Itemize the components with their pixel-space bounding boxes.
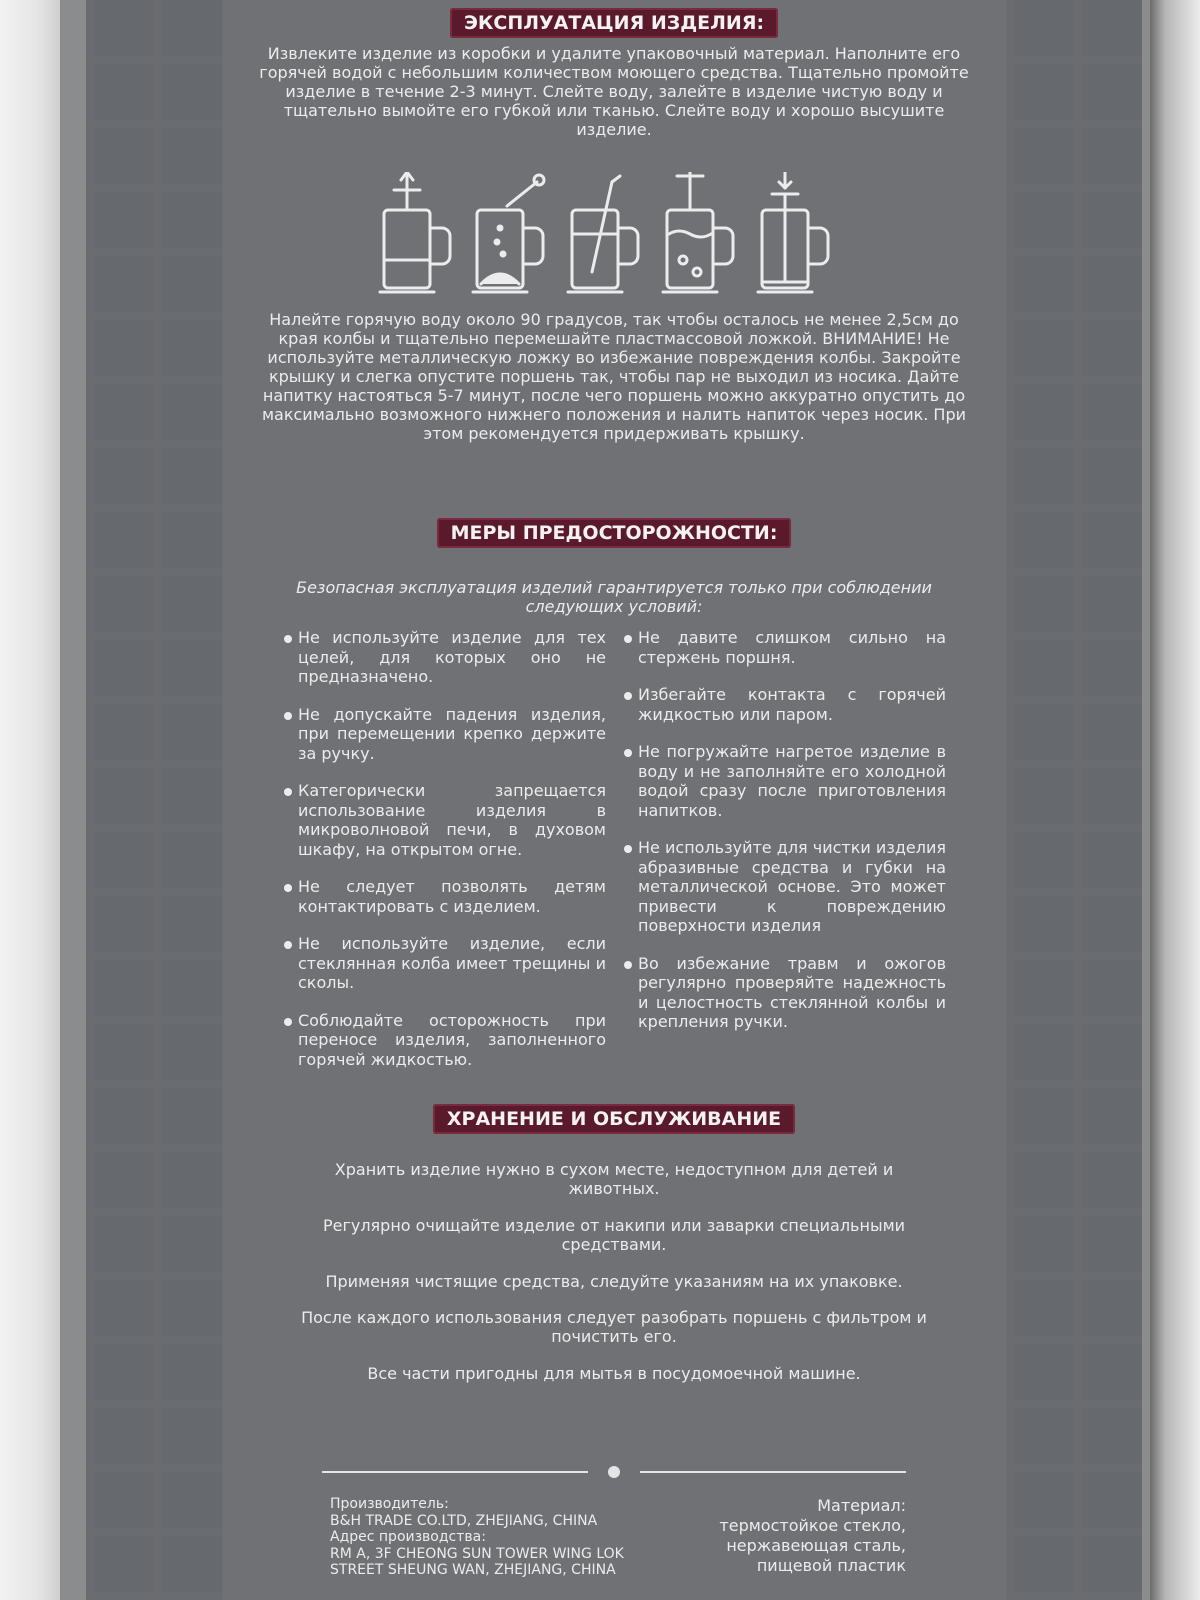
grid-cell bbox=[1014, 128, 1074, 184]
grid-cell bbox=[94, 192, 154, 248]
add-coffee-icon bbox=[473, 175, 544, 292]
grid-cell bbox=[1014, 768, 1074, 824]
grid-cell bbox=[1082, 1472, 1142, 1528]
grid-cell bbox=[1082, 832, 1142, 888]
grid-cell bbox=[162, 640, 222, 696]
grid-cell bbox=[1082, 1152, 1142, 1208]
grid-cell bbox=[1014, 960, 1074, 1016]
left-background bbox=[0, 0, 60, 1600]
grid-cell bbox=[1014, 192, 1074, 248]
grid-cell bbox=[162, 704, 222, 760]
grid-cell bbox=[1082, 1536, 1142, 1592]
grid-cell bbox=[1082, 768, 1142, 824]
precautions-right-column bbox=[626, 628, 946, 1050]
divider-line-left bbox=[322, 1471, 588, 1473]
list-item: Категорически запрещается использование изделия в микроволновой печи, в духовом шкафу, на открытом огне. bbox=[286, 781, 606, 859]
manufacturer-name: B&H TRADE CO.LTD, ZHEJIANG, CHINA bbox=[330, 1512, 598, 1529]
grid-cell bbox=[94, 1088, 154, 1144]
divider-dot bbox=[608, 1466, 620, 1478]
grid-cell bbox=[1082, 1024, 1142, 1080]
grid-cell bbox=[1014, 448, 1074, 504]
grid-cell bbox=[1014, 320, 1074, 376]
grid-cell bbox=[162, 1536, 222, 1592]
grid-cell bbox=[162, 768, 222, 824]
material-item: нержавеющая сталь, bbox=[726, 1536, 906, 1555]
grid-cell bbox=[1082, 320, 1142, 376]
grid-cell bbox=[162, 512, 222, 568]
grid-cell bbox=[1082, 960, 1142, 1016]
grid-cell bbox=[1014, 64, 1074, 120]
storage-paragraph: Хранить изделие нужно в сухом месте, недоступном для детей и животных. bbox=[334, 1160, 894, 1198]
grid-cell bbox=[94, 512, 154, 568]
grid-cell bbox=[1082, 640, 1142, 696]
brewing-steps-illustration bbox=[372, 172, 852, 302]
grid-cell bbox=[94, 1472, 154, 1528]
grid-cell bbox=[1014, 640, 1074, 696]
grid-cell bbox=[1014, 1344, 1074, 1400]
grid-cell bbox=[1082, 1408, 1142, 1464]
grid-cell bbox=[1082, 64, 1142, 120]
list-item: Не допускайте падения изделия, при перемещении крепко держите за ручку. bbox=[286, 705, 606, 764]
grid-cell bbox=[162, 256, 222, 312]
grid-cell bbox=[1082, 704, 1142, 760]
grid-cell bbox=[94, 64, 154, 120]
grid-cell bbox=[162, 832, 222, 888]
grid-cell bbox=[162, 1280, 222, 1336]
grid-cell bbox=[1082, 1280, 1142, 1336]
grid-cell bbox=[94, 1280, 154, 1336]
french-press-lift-icon bbox=[380, 172, 450, 292]
brewing-icon bbox=[663, 172, 733, 292]
left-grid-decoration bbox=[86, 0, 222, 1600]
grid-cell bbox=[94, 1408, 154, 1464]
grid-cell bbox=[1014, 384, 1074, 440]
grid-cell bbox=[94, 1344, 154, 1400]
grid-cell bbox=[94, 1216, 154, 1272]
grid-cell bbox=[162, 1152, 222, 1208]
grid-cell bbox=[94, 576, 154, 632]
grid-cell bbox=[1082, 1344, 1142, 1400]
list-item: Избегайте контакта с горячей жидкостью или паром. bbox=[626, 685, 946, 724]
stir-icon bbox=[568, 176, 638, 292]
address-value: RM A, 3F CHEONG SUN TOWER WING LOK STREET SHEUNG WAN, ZHEJIANG, CHINA bbox=[330, 1545, 624, 1578]
list-item: Не используйте изделие для тех целей, для которых оно не предназначено. bbox=[286, 628, 606, 687]
storage-paragraph: После каждого использования следует разобрать поршень с фильтром и почистить его. bbox=[301, 1308, 927, 1346]
storage-paragraph: Регулярно очищайте изделие от накипи или заварки специальными средствами. bbox=[322, 1216, 906, 1254]
grid-cell bbox=[162, 896, 222, 952]
storage-paragraph: Все части пригодны для мытья в посудомоечной машине. bbox=[367, 1364, 861, 1383]
grid-cell bbox=[162, 1344, 222, 1400]
grid-cell bbox=[1014, 512, 1074, 568]
right-grid-decoration bbox=[1006, 0, 1142, 1600]
grid-cell bbox=[162, 960, 222, 1016]
grid-cell bbox=[1014, 576, 1074, 632]
grid-cell bbox=[94, 320, 154, 376]
grid-cell bbox=[94, 0, 154, 56]
address-label: Адрес производства: bbox=[330, 1529, 486, 1545]
grid-cell bbox=[162, 320, 222, 376]
grid-cell bbox=[162, 1024, 222, 1080]
press-down-icon bbox=[758, 172, 828, 292]
grid-cell bbox=[1082, 576, 1142, 632]
grid-cell bbox=[1014, 1152, 1074, 1208]
list-item: Во избежание травм и ожогов регулярно проверяйте надежность и целостность стеклянной колбы и крепления ручки. bbox=[626, 954, 946, 1032]
grid-cell bbox=[94, 384, 154, 440]
grid-cell bbox=[1082, 384, 1142, 440]
grid-cell bbox=[1082, 0, 1142, 56]
material-item: термостойкое стекло, bbox=[719, 1516, 906, 1535]
list-item: Не давите слишком сильно на стержень поршня. bbox=[626, 628, 946, 667]
grid-cell bbox=[94, 832, 154, 888]
grid-cell bbox=[162, 448, 222, 504]
grid-cell bbox=[1082, 1216, 1142, 1272]
grid-cell bbox=[162, 1408, 222, 1464]
grid-cell bbox=[1014, 256, 1074, 312]
grid-cell bbox=[1014, 832, 1074, 888]
grid-cell bbox=[1014, 1024, 1074, 1080]
grid-cell bbox=[162, 0, 222, 56]
grid-cell bbox=[1014, 704, 1074, 760]
grid-cell bbox=[1014, 1408, 1074, 1464]
grid-cell bbox=[94, 128, 154, 184]
grid-cell bbox=[162, 1472, 222, 1528]
manufacturer-label: Производитель: bbox=[330, 1496, 449, 1512]
grid-cell bbox=[94, 896, 154, 952]
grid-cell bbox=[1082, 192, 1142, 248]
list-item: Не используйте изделие, если стеклянная колба имеет трещины и сколы. bbox=[286, 934, 606, 993]
list-item: Не следует позволять детям контактировать с изделием. bbox=[286, 877, 606, 916]
grid-cell bbox=[1082, 896, 1142, 952]
grid-cell bbox=[162, 384, 222, 440]
brewing-instructions: Налейте горячую воду около 90 градусов, так чтобы осталось не менее 2,5см до края колбы и тщательно перемешайте пластмассовой ложкой. ВНИМАНИЕ! Не используйте металлическую ложку во избежание повреждения колбы. Закройте крышку и слегка опустите поршень так, чтобы пар не выходил из носика. Дайте напитку настояться 5-7 минут, после чего поршень можно аккуратно опустить до максимально возможного нижнего положения и налить напиток через носик. При этом рекомендуется придерживать крышку. bbox=[261, 310, 967, 443]
list-item: Не используйте для чистки изделия абразивные средства и губки на металлической основе. Это может привести к повреждению поверхности изделия bbox=[626, 838, 946, 936]
divider-line-right bbox=[640, 1471, 906, 1473]
grid-cell bbox=[1014, 896, 1074, 952]
grid-cell bbox=[162, 1088, 222, 1144]
grid-cell bbox=[1014, 1088, 1074, 1144]
storage-paragraph: Применяя чистящие средства, следуйте указаниям на их упаковке. bbox=[325, 1272, 903, 1291]
precautions-left-column bbox=[286, 628, 606, 1087]
grid-cell bbox=[94, 640, 154, 696]
grid-cell bbox=[1014, 0, 1074, 56]
grid-cell bbox=[162, 576, 222, 632]
grid-cell bbox=[94, 768, 154, 824]
right-background bbox=[1150, 0, 1200, 1600]
grid-cell bbox=[94, 1024, 154, 1080]
list-item: Соблюдайте осторожность при переносе изделия, заполненного горячей жидкостью. bbox=[286, 1011, 606, 1070]
material-info bbox=[662, 1496, 906, 1576]
grid-cell bbox=[94, 1536, 154, 1592]
grid-cell bbox=[94, 256, 154, 312]
grid-cell bbox=[162, 128, 222, 184]
section-heading-precautions: МЕРЫ ПРЕДОСТОРОЖНОСТИ: bbox=[437, 518, 792, 548]
grid-cell bbox=[1014, 1280, 1074, 1336]
grid-cell bbox=[162, 1216, 222, 1272]
grid-cell bbox=[1082, 512, 1142, 568]
grid-cell bbox=[1014, 1536, 1074, 1592]
grid-cell bbox=[94, 960, 154, 1016]
grid-cell bbox=[1014, 1472, 1074, 1528]
instructions-panel bbox=[222, 0, 1006, 1600]
section-heading-storage: ХРАНЕНИЕ И ОБСЛУЖИВАНИЕ bbox=[433, 1104, 795, 1134]
grid-cell bbox=[94, 448, 154, 504]
grid-cell bbox=[1014, 1216, 1074, 1272]
grid-cell bbox=[1082, 256, 1142, 312]
grid-cell bbox=[1082, 448, 1142, 504]
grid-cell bbox=[1082, 128, 1142, 184]
list-item: Не погружайте нагретое изделие в воду и не заполняйте его холодной водой сразу после приготовления напитков. bbox=[626, 742, 946, 820]
grid-cell bbox=[94, 1152, 154, 1208]
manufacturer-info bbox=[330, 1496, 630, 1579]
material-item: пищевой пластик bbox=[756, 1556, 906, 1575]
grid-cell bbox=[162, 64, 222, 120]
grid-cell bbox=[94, 704, 154, 760]
grid-cell bbox=[1082, 1088, 1142, 1144]
section-heading-usage: ЭКСПЛУАТАЦИЯ ИЗДЕЛИЯ: bbox=[450, 8, 778, 38]
material-label: Материал: bbox=[817, 1496, 906, 1515]
precautions-subtitle: Безопасная эксплуатация изделий гарантируется только при соблюдении следующих условий: bbox=[296, 578, 932, 616]
grid-cell bbox=[162, 192, 222, 248]
usage-intro: Извлеките изделие из коробки и удалите упаковочный материал. Наполните его горячей водой с небольшим количеством моющего средства. Тщательно промойте изделие в течение 2-3 минут. Слейте воду, залейте в изделие чистую воду и тщательно вымойте его губкой или тканью. Слейте воду и хорошо высушите изделие. bbox=[259, 44, 969, 139]
